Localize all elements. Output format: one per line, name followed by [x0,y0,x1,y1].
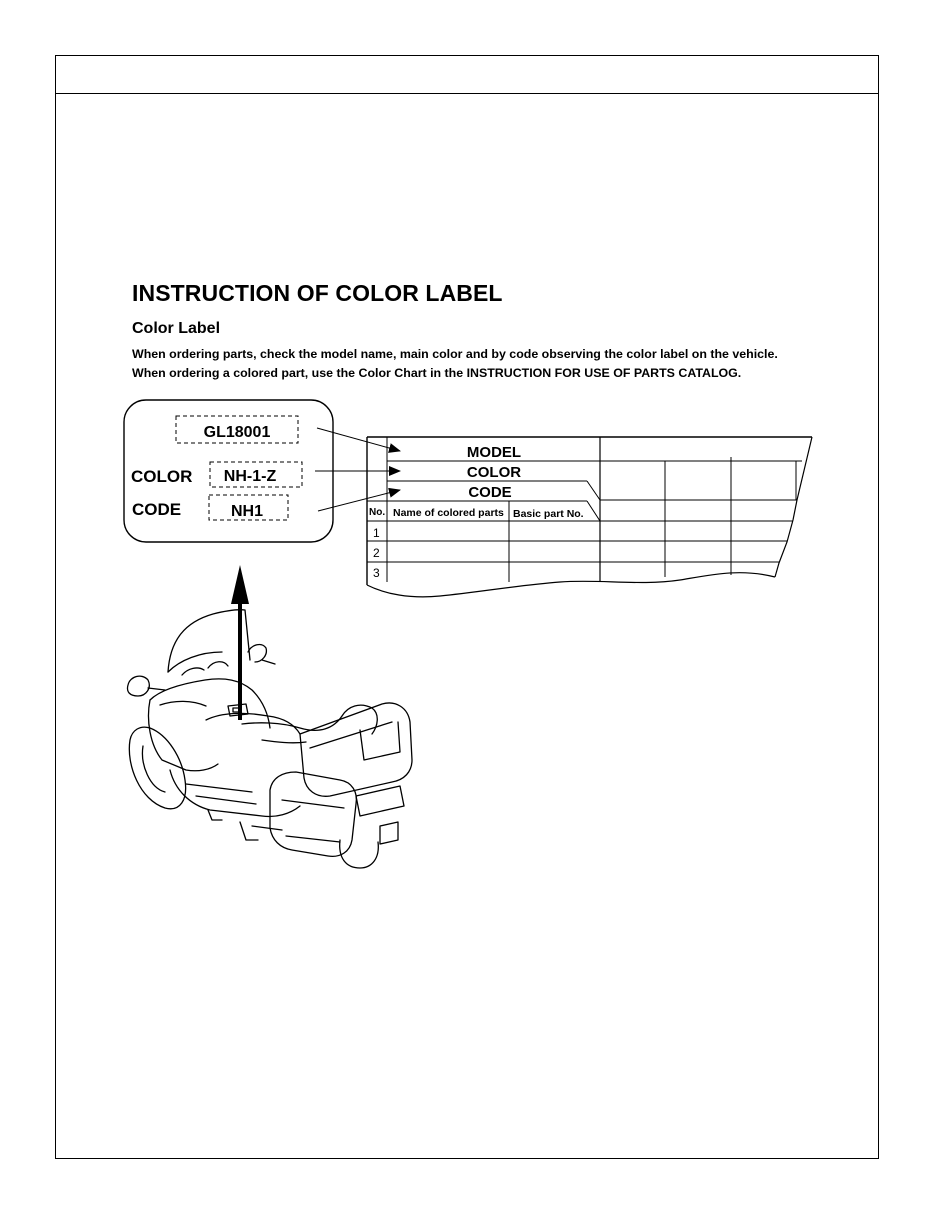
location-arrow [231,565,249,720]
instruction-paragraph-1: When ordering parts, check the model name, main color and by code observing the color label on the vehicle. [132,347,778,361]
table-col-basic: Basic part No. [513,508,584,520]
label-model-value: GL18001 [203,424,271,441]
table-col-no: No. [369,507,386,518]
table-code-header: CODE [468,484,512,501]
table-text [369,444,584,580]
label-code-value: NH1 [230,503,264,520]
table-model-header: MODEL [466,444,522,461]
motorcycle-illustration [127,610,412,868]
page-title: INSTRUCTION OF COLOR LABEL [132,280,503,306]
table-col-name: Name of colored parts [393,507,504,519]
table-row-number: 3 [373,566,380,580]
label-code-caption: CODE [132,500,182,519]
section-subtitle: Color Label [132,320,221,337]
table-row-number: 2 [373,546,380,560]
instruction-paragraph-2: When ordering a colored part, use the Color Chart in the INSTRUCTION FOR USE OF PARTS CATALOG. [132,366,742,380]
table-color-header: COLOR [466,464,522,481]
table-row-number: 1 [373,526,380,540]
label-color-caption: COLOR [131,467,193,486]
color-label-card [124,400,333,542]
label-color-value: NH-1-Z [223,468,277,485]
